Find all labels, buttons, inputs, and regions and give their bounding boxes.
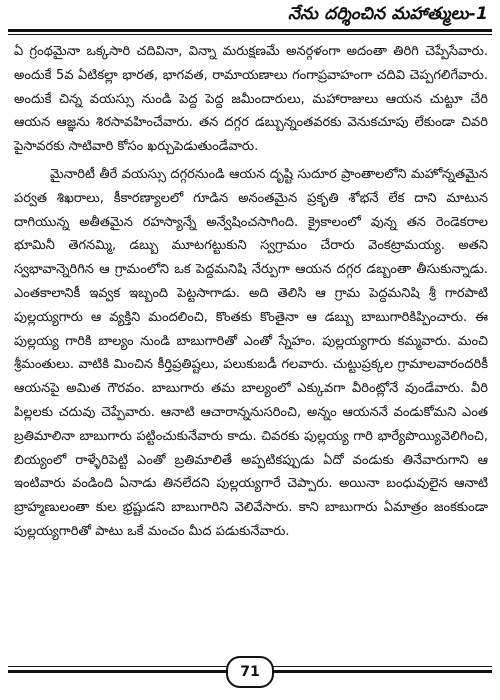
page-body <box>14 40 488 544</box>
paragraph-2: మైనారిటీ తీరే వయస్సు దగ్గరనుండి ఆయన దృష్టి సుదూర ప్రాంతాలలోని మహోన్నతమైన పర్వత శిఖరాలు, కీకారణ్యాలలో గూడిన అనంతమైన ప్రకృతి శోభనే లేక దాని మాటున దాగియున్న అతీతమైన రహస్యాన్నే అన్వేషించసాగింది. క్రైకాలంలో వున్న తన రెండెకరాల భూమినీ తెగనమ్మి, డబ్బు మూటగట్టుకుని స్వగ్రామం చేరారు వెంకట్రామయ్య. అతని స్వభావాన్నెరిగిన ఆ గ్రామంలోని ఒక పెద్దమనిషి నేర్పుగా ఆయన దగ్గర డబ్బంతా తీసుకున్నాడు. ఎంతకాలానికీ ఇవ్వక ఇబ్బంది పెట్టసాగాడు. అది తెలిసి ఆ గ్రామ పెద్దమనిషి శ్రీ గారపాటి పుల్లయ్యగారు ఆ వ్యక్తిని మందలించి, కొంతకు కొంతైనా ఆ డబ్బు బాబుగారికిప్పించారు. ఈ పుల్లయ్య గారికి బాల్యం నుండి బాబుగారితో ఎంతో స్నేహం. పుల్లయ్యగారు కమ్మవారు. మంచి శ్రీమంతులు. వాటికి మించిన కీర్తిప్రతిష్టలు, పలుకుబడీ గలవారు. చుట్టుప్రక్కల గ్రామాలవారందరికీ ఆయనపై అమిత గౌరవం. బాబుగారు తమ బాల్యంలో ఎక్కువగా వీరింట్లోనే వుండేవారు. వీరి పిల్లలకు చదువు చెప్పేవారు. ఆనాటి ఆచారాన్ననుసరించి, అన్నం ఆయననే వండుకోమని ఎంత బ్రతిమాలినా బాబుగారు పట్టించుకునేవారు కాదు. చివరకు పుల్లయ్య గారి భార్యేపొయ్యివెలిగించి, బియ్యంలో రాళ్ళేరిపెట్టి ఎంతో బ్రతిమాలితే అప్పటికప్పుడు ఏదో వండుకు తినేవారుగాని ఆ ఇంటివారు వండింది ఏనాడు తినలేదని పుల్లయ్యగారే చెప్పారు. అయినా బంధువులైన ఆనాటి బ్రాహ్మణులంతా కుల భ్రష్టుడని బాబుగారిని వెలివేసారు. కాని బాబుగారు ఏమాత్రం జంకకుండా పుల్లయ్యగారితో పాటు ఒకే మంచం మీద పడుకునేవారు. <box>14 166 488 539</box>
paragraph-1: ఏ గ్రంథమైనా ఒక్కసారి చదివినా, విన్నా మరుక్షణమే అనర్గళంగా అదంతా తిరిగి చెప్పేసేవారు. అందుకే 5వ ఏటికల్లా భారత, భాగవత, రామాయణాలు గంగాప్రవాహంగా చదివి చెప్పగలిగేవారు. అందుకే చిన్న వయస్సు నుండి పెద్ద పెద్ద జమీందారులు, మహారాజులు ఆయన చుట్టూ చేరి ఆయన ఆజ్ఞను శిరసావహించేవారు. తన దగ్గర డబ్బున్నంతవరకు వెనుకచూపు లేకుండా చివరి పైసావరకు సాటివారి కోసం ఖర్చుపెడుతుండేవారు. <box>14 44 488 155</box>
running-title: నేను దర్శించిన మహాత్ములు-1 <box>287 4 488 24</box>
page-number: 71 <box>226 656 274 688</box>
page-header <box>8 2 492 32</box>
header-rule <box>8 29 492 32</box>
header-rule-thin <box>8 34 492 35</box>
page-footer <box>8 656 492 692</box>
